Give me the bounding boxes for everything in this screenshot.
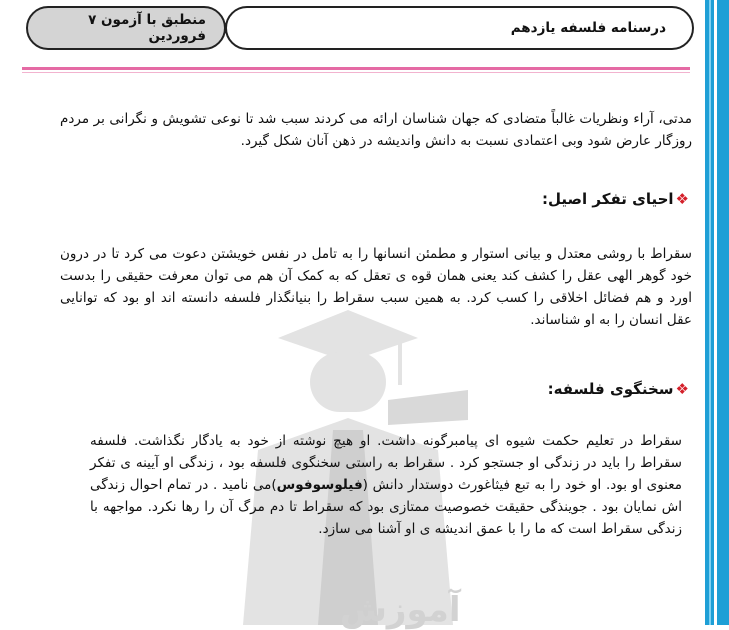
header-subtitle: منطبق با آزمون ۷ فروردین [88, 12, 206, 44]
page-side-border [705, 0, 729, 625]
heading-revival-text: احیای تفکر اصیل: [542, 190, 674, 208]
watermark-text: آموزش [340, 590, 461, 630]
philosophy-text-part1: سقراط در تعلیم حکمت شیوه ای پیامبرگونه داشت. او هیچ نوشته از خود به یادگار نگذاشت. فلسفه سقراط را باید در زندگی او جستجو کرد . سقراط به راستی سخنگوی فلسفه بود ، زندگی او آیینه ی تفکر معنوی او بود. او خود را به تبع فیثاغورث دوستدار دانش ( [90, 433, 682, 493]
heading-spokesman-text: سخنگوی فلسفه: [547, 380, 674, 398]
header-divider [22, 67, 690, 70]
intro-paragraph: مدتی، آراء ونظریات غالباً متضادی که جهان شناسان ارائه می کردند سبب شد تا نوعی تشویش و نگرانی بر مردم روزگار عارض شود وبی اعتمادی نسبت به دانش واندیشه در ذهن آنان شکل گیرد. [60, 111, 692, 149]
socrates-method-paragraph: سقراط با روشی معتدل و بیانی استوار و مطمئن انسانها را به تامل در نفس خویشتن دعوت می کرد تا در درون خود گوهر الهی عقل را کشف کند یعنی همان قوه ی تعقل که به کمک آن هم می توان معرفت حقیقی را بدست اورد و هم فضائل اخلاقی را کسب کرد. به همین سبب سقراط را بنیانگذار فلسفه دانسته اند او بود که توانایی عقل انسان را به او شناساند. [60, 246, 692, 328]
header-title: درسنامه فلسفه یازدهم [510, 20, 666, 36]
philosophy-term: فیلوسوفوس [276, 477, 363, 493]
heading-revival [542, 190, 689, 208]
heading-spokesman [548, 380, 689, 398]
header-title-tab [225, 6, 694, 50]
philosophy-text-part2: )می نامید . در تمام احوال زندگی اش نمایان بود . جوینذگی حقیقت خصوصیت ممتازی بود که سقراط تا دم مرگ آن را رها نکرد. مواجهه با زندگی سقراط است که ما را با عمق اندیشه ی او آشنا می سازد. [90, 477, 682, 537]
four-diamond-bullet-icon: ❖ [675, 380, 689, 398]
philosophy-paragraph [90, 430, 682, 540]
header-subtitle-tab [26, 6, 226, 50]
four-diamond-bullet-icon: ❖ [675, 190, 689, 208]
